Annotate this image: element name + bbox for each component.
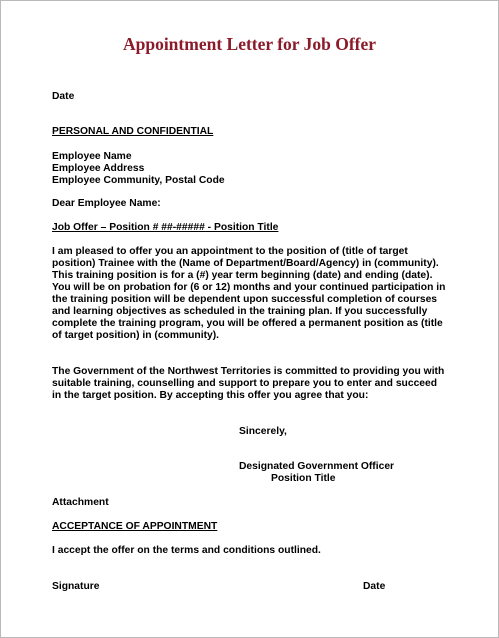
employee-community: Employee Community, Postal Code — [52, 175, 225, 186]
job-offer-line: Job Offer – Position # ##-##### - Position Title — [52, 222, 279, 233]
closing: Sincerely, — [239, 426, 287, 437]
paragraph-line: suitable training, counselling and support to prepare you to enter and succeed — [52, 378, 438, 389]
signer-title: Designated Government Officer — [239, 461, 395, 472]
paragraph-line: position) Trainee with the (Name of Department/Board/Agency) in (community). — [52, 258, 439, 269]
offer-paragraph — [52, 246, 451, 342]
paragraph-line: You will be on probation for (6 or 12) months and your continued participation in — [52, 282, 446, 293]
confidential-heading: PERSONAL AND CONFIDENTIAL — [52, 126, 214, 137]
signer-position: Position Title — [271, 473, 336, 484]
paragraph-line: I am pleased to offer you an appointment to the position of (title of target — [52, 246, 408, 257]
acceptance-heading: ACCEPTANCE OF APPOINTMENT — [52, 521, 218, 532]
acceptance-text: I accept the offer on the terms and conditions outlined. — [52, 545, 321, 556]
paragraph-line: the training position will be dependent upon successful completion of courses — [52, 294, 438, 305]
paragraph-line: of target position) in (community). — [52, 330, 220, 341]
signature-label: Signature — [52, 581, 100, 592]
paragraph-line: This training position is for a (#) year term beginning (date) and ending (date). — [52, 270, 433, 281]
paragraph-line: complete the training program, you will be offered a permanent position as (title — [52, 318, 443, 329]
employee-address: Employee Address — [52, 163, 145, 174]
paragraph-line: The Government of the Northwest Territories is committed to providing you with — [52, 366, 445, 377]
employee-name: Employee Name — [52, 151, 132, 162]
document-title: Appointment Letter for Job Offer — [122, 34, 377, 54]
paragraph-line: in the target position. By accepting this offer you agree that you: — [52, 390, 369, 401]
date-label: Date — [52, 91, 75, 102]
commitment-paragraph — [52, 366, 457, 402]
paragraph-line: and learning objectives as scheduled in the training plan. If you successfully — [52, 306, 428, 317]
salutation: Dear Employee Name: — [52, 198, 161, 209]
attachment-label: Attachment — [52, 497, 109, 508]
signature-date-label: Date — [363, 581, 386, 592]
